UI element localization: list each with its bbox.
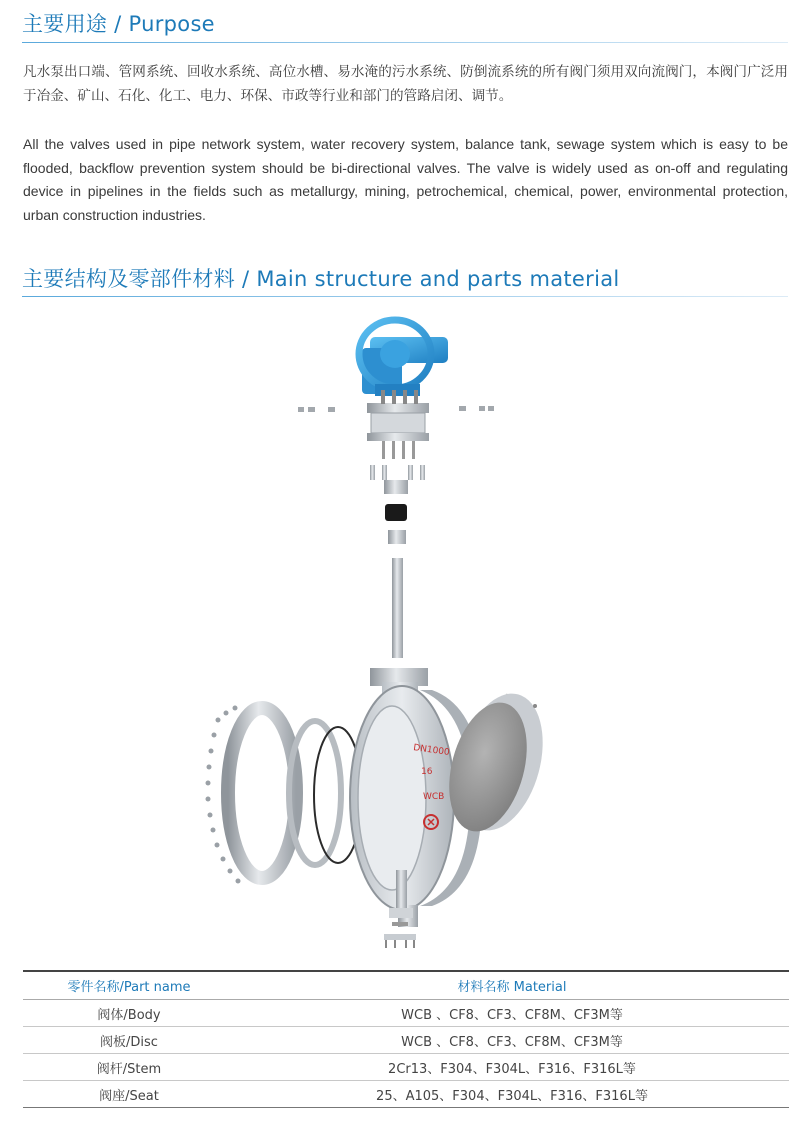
flange-ring [228,708,296,878]
purpose-cn-text: 凡水泵出口端、管网系统、回收水系统、高位水槽、易水淹的污水系统、防倒流系统的所有阀门须用双向流阀门，本阀门广泛用于冶金、矿山、石化、化工、电力、环保、市政等行业和部门的管路启闭、调节。 [23,64,788,104]
table-row [23,1027,789,1054]
structure-title-rule [22,296,788,297]
table-row [23,1054,789,1081]
bracket [367,390,429,459]
table-header-row [23,971,789,1000]
bolts [370,465,425,480]
structure-title: 主要结构及零部件材料 / Main structure and parts material [22,267,620,291]
purpose-title: 主要用途 / Purpose [22,12,215,36]
parts-material-table [23,970,789,1108]
bushing [388,530,406,544]
exploded-valve-diagram [170,310,570,950]
gland [384,480,408,494]
purpose-en-text: All the valves used in pipe network system, water recovery system, balance tank, sewage system which is easy to be flooded, backflow prevention system should be bi-directional valves. The valve is widely used as on-off and regulating device in pipelines in the fields such as metallurgy, mining, petrochemical, chemical, power, environmental protection, urban construction industries. [23,136,788,223]
header-material: 材料名称 Material [235,971,789,1000]
cell-material: WCB 、CF8、CF3、CF8M、CF3M等 [235,1027,789,1054]
packing [385,504,407,521]
body-marking-pressure: 16 [421,767,433,777]
stem [392,558,403,658]
cell-part: 阀杆/Stem [23,1054,235,1081]
cell-part: 阀体/Body [23,1000,235,1027]
body-marking-material: WCB [423,792,445,802]
cell-material: WCB 、CF8、CF3、CF8M、CF3M等 [235,1000,789,1027]
table-row [23,1000,789,1027]
purpose-title-rule [22,42,788,43]
table-row [23,1081,789,1108]
body-marking-size: DN1000 [412,743,451,759]
cell-material: 25、A105、F304、F304L、F316、F316L等 [235,1081,789,1108]
header-part-name: 零件名称/Part name [23,971,235,1000]
gearbox-actuator [359,320,448,396]
cell-part: 阀座/Seat [23,1081,235,1108]
bottom-cover [384,934,416,948]
cell-part: 阀板/Disc [23,1027,235,1054]
cell-material: 2Cr13、F304、F304L、F316、F316L等 [235,1054,789,1081]
